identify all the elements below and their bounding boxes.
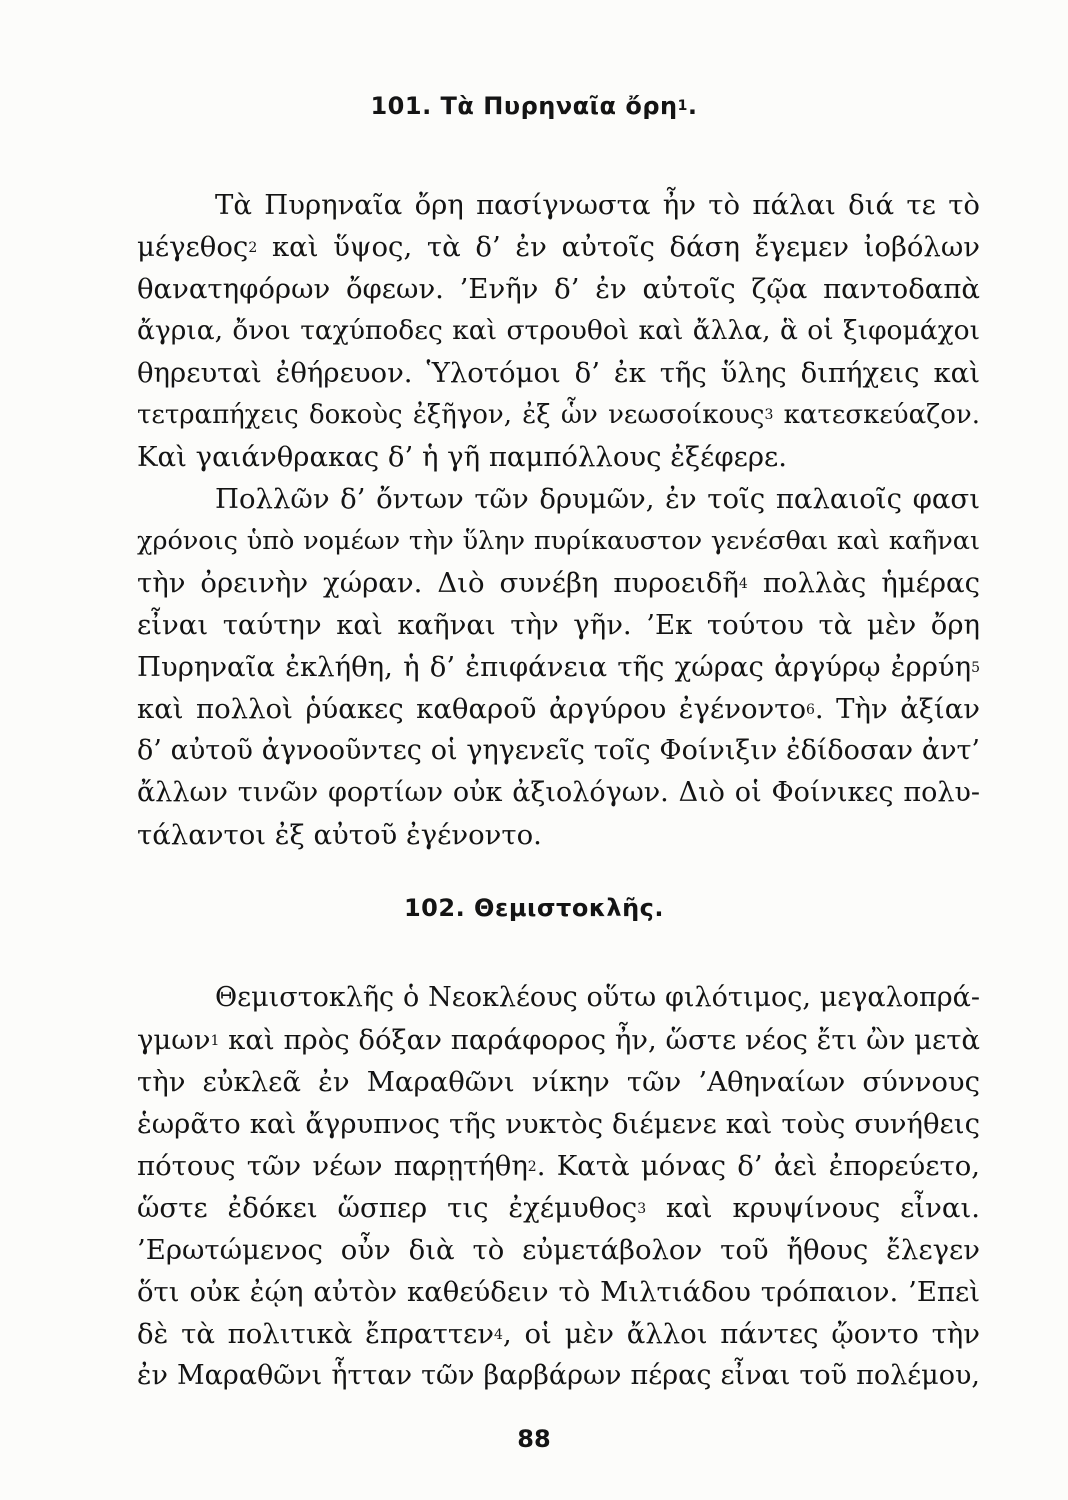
text-line: θηρευταὶ ἐθήρευον. Ὑλοτόμοι δ’ ἐκ τῆς ὕλης διπήχεις καὶ bbox=[137, 357, 980, 389]
text-line: ἄγρια, ὄνοι ταχύποδες καὶ στρουθοὶ καὶ ἄλλα, ἃ οἱ ξιφομάχοι bbox=[137, 315, 980, 346]
text-line: χρόνοις ὑπὸ νομέων τὴν ὕλην πυρίκαυστον γενέσθαι καὶ καῆναι bbox=[137, 526, 980, 556]
text-line: τάλαντοι ἐξ αὐτοῦ ἐγένοντο. bbox=[137, 819, 542, 851]
text-line: μέγεθος$^2$ καὶ ὕψος, τὰ δ’ ἐν αὐτοῖς δάση ἔγεμεν ἰοβόλων bbox=[137, 231, 980, 263]
text-line: τὴν εὐκλεᾶ ἐν Μαραθῶνι νίκην τῶν ’Αθηναίων σύννους bbox=[137, 1066, 980, 1098]
footnote-marker: 2 bbox=[527, 1159, 537, 1175]
text-line: ὥστε ἐδόκει ὥσπερ τις ἐχέμυθος$^3$ καὶ κρυψίνους εἶναι. bbox=[137, 1192, 980, 1224]
text-line: τετραπήχεις δοκοὺς ἐξῆγον, ἐξ ὧν νεωσοίκους$^3$ κατεσκεύαζον. bbox=[137, 400, 980, 430]
text-line: γμων$^1$ καὶ πρὸς δόξαν παράφορος ἦν, ὥστε νέος ἔτι ὢν μετὰ bbox=[137, 1024, 980, 1056]
text-line: θανατηφόρων ὄφεων. ’Ενῆν δ’ ἐν αὐτοῖς ζῷα παντοδαπὰ bbox=[137, 273, 980, 305]
text-line: Πολλῶν δ’ ὄντων τῶν δρυμῶν, ἐν τοῖς παλαιοῖς φασι bbox=[215, 483, 980, 515]
text-line: Καὶ γαιάνθρακας δ’ ἡ γῆ παμπόλλους ἐξέφερε. bbox=[137, 441, 788, 473]
text-line: ὅτι οὐκ ἐῴη αὐτὸν καθεύδειν τὸ Μιλτιάδου τρόπαιον. ’Επεὶ bbox=[137, 1276, 980, 1308]
text-line: καὶ πολλοὶ ῥύακες καθαροῦ ἀργύρου ἐγένοντο$^6$. Τὴν ἀξίαν bbox=[137, 693, 980, 725]
footnote-marker: 3 bbox=[764, 407, 774, 423]
text-line: πότους τῶν νέων παρῃτήθη$^2$. Κατὰ μόνας δ’ ἀεὶ ἐπορεύετο, bbox=[137, 1150, 980, 1182]
text-line: εἶναι ταύτην καὶ καῆναι τὴν γῆν. ’Εκ τούτου τὰ μὲν ὄρη bbox=[137, 609, 980, 641]
text-line: ἑωρᾶτο καὶ ἄγρυπνος τῆς νυκτὸς διέμενε καὶ τοὺς συνήθεις bbox=[137, 1108, 980, 1140]
text-line: Θεμιστοκλῆς ὁ Νεοκλέους οὕτω φιλότιμος, μεγαλοπρά- bbox=[215, 982, 980, 1013]
footnote-marker: 3 bbox=[637, 1201, 647, 1217]
text-line: ἄλλων τινῶν φορτίων οὐκ ἀξιολόγων. Διὸ οἱ Φοίνικες πολυ- bbox=[137, 777, 980, 808]
footnote-marker: 2 bbox=[248, 240, 258, 256]
section-102-heading: 102. Θεμιστοκλῆς. bbox=[403, 894, 664, 922]
page-number: 88 bbox=[517, 1425, 551, 1453]
text-line: ’Ερωτώμενος οὖν διὰ τὸ εὐμετάβολον τοῦ ἤθους ἔλεγεν bbox=[137, 1234, 980, 1266]
text-line: δ’ αὐτοῦ ἀγνοοῦντες οἱ γηγενεῖς τοῖς Φοίνιξιν ἐδίδοσαν ἀντ’ bbox=[137, 735, 980, 766]
text-line: δὲ τὰ πολιτικὰ ἔπραττεν$^4$, οἱ μὲν ἄλλοι πάντες ᾤοντο τὴν bbox=[137, 1318, 980, 1350]
text-line: Τὰ Πυρηναῖα ὄρη πασίγνωστα ἦν τὸ πάλαι διά τε τὸ bbox=[215, 189, 980, 221]
text-line: τὴν ὀρεινὴν χώραν. Διὸ συνέβη πυροειδῆ$^4$ πολλὰς ἡμέρας bbox=[137, 567, 980, 599]
footnote-marker: 5 bbox=[971, 660, 980, 676]
footnote-marker: 4 bbox=[494, 1327, 503, 1343]
text-line: ἐν Μαραθῶνι ἧτταν τῶν βαρβάρων πέρας εἶναι τοῦ πολέμου, bbox=[137, 1360, 980, 1391]
footnote-marker: 1 bbox=[210, 1033, 220, 1049]
section-101-heading: 101. Τὰ Πυρηναῖα ὄρη$^1$. bbox=[370, 92, 698, 120]
footnote-marker: 6 bbox=[806, 702, 815, 718]
text-line: Πυρηναῖα ἐκλήθη, ἡ δ’ ἐπιφάνεια τῆς χώρας ἀργύρῳ ἐρρύη$^5$ bbox=[137, 651, 980, 683]
footnote-marker: 4 bbox=[738, 576, 748, 592]
